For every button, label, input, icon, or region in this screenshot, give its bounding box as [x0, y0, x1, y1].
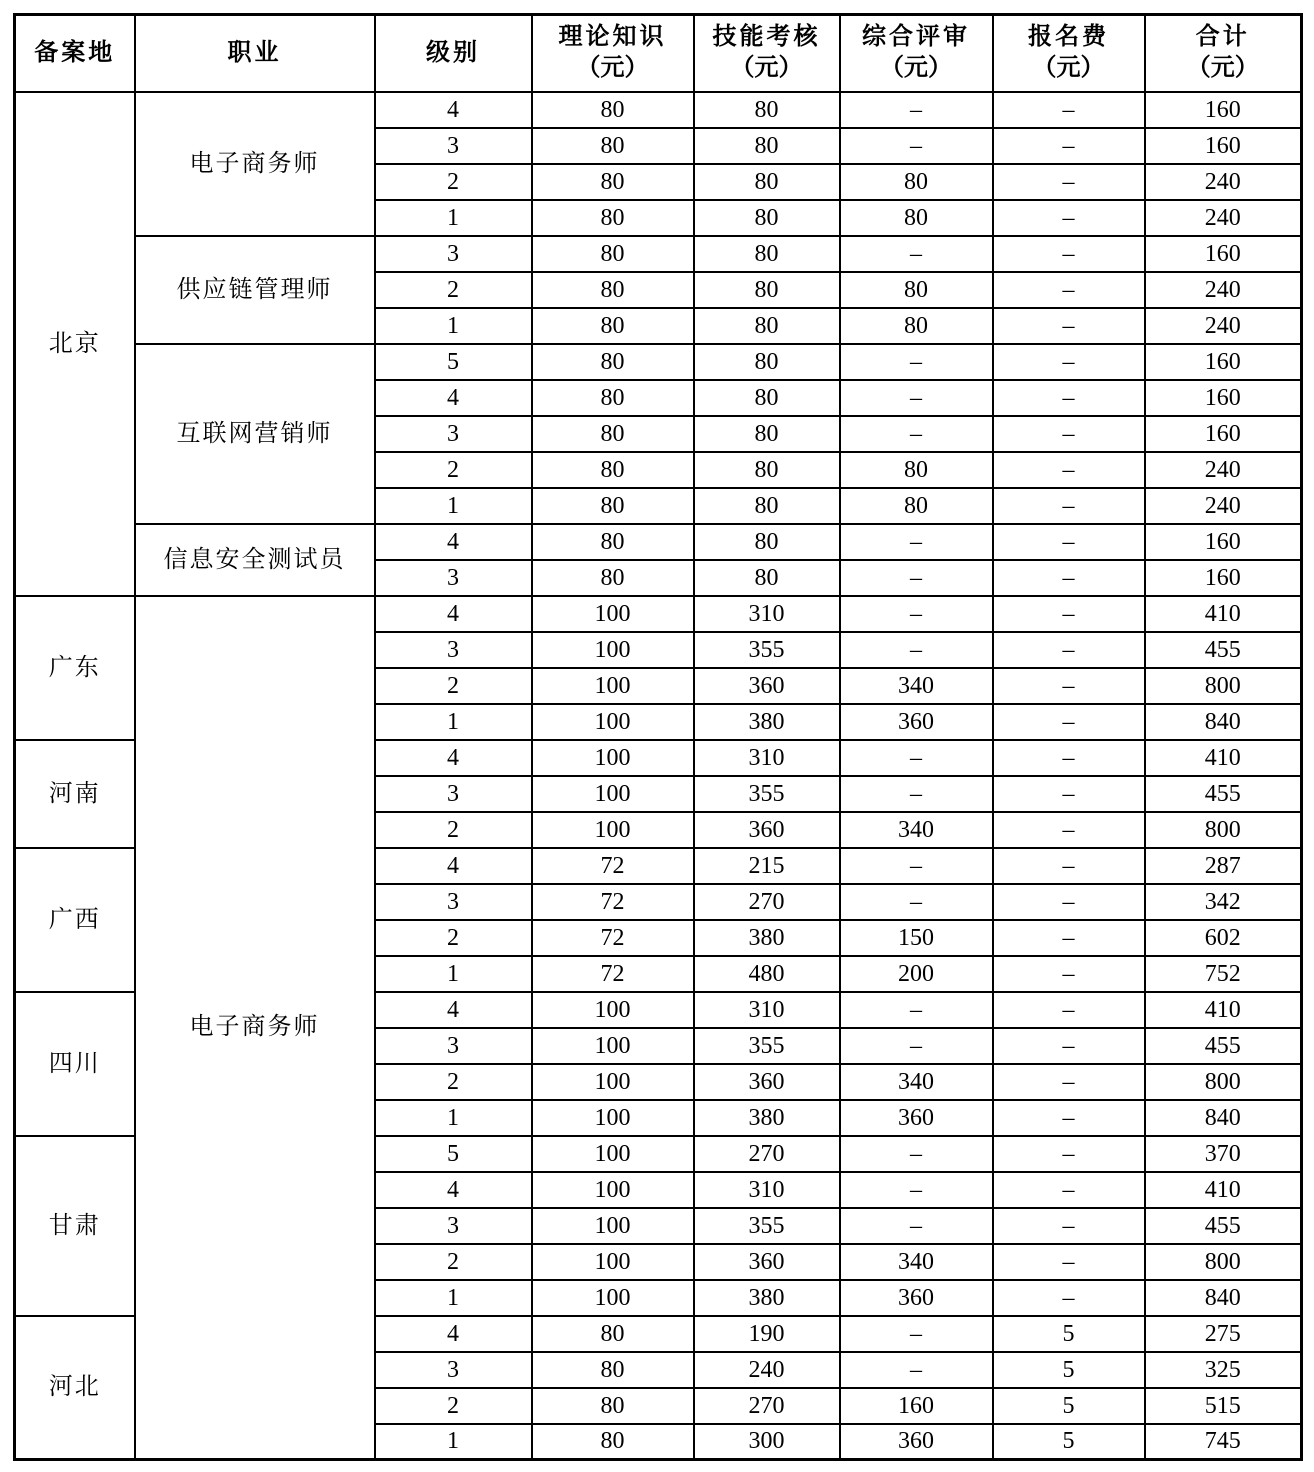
region-cell: 甘肃 [15, 1136, 135, 1316]
skill-fee-cell: 215 [694, 848, 840, 884]
registration-fee-cell: – [993, 956, 1145, 992]
registration-fee-cell: – [993, 560, 1145, 596]
theory-fee-cell: 80 [532, 128, 694, 164]
total-fee-cell: 160 [1145, 128, 1302, 164]
total-fee-cell: 160 [1145, 92, 1302, 128]
column-title: 综合评审 [862, 24, 970, 51]
skill-fee-cell: 80 [694, 308, 840, 344]
level-cell: 5 [375, 1136, 532, 1172]
region-cell: 广东 [15, 596, 135, 740]
table-row [15, 344, 1302, 380]
review-fee-cell: – [840, 1208, 993, 1244]
registration-fee-cell: – [993, 524, 1145, 560]
total-fee-cell: 160 [1145, 344, 1302, 380]
review-fee-cell: 80 [840, 452, 993, 488]
registration-fee-cell: – [993, 1208, 1145, 1244]
level-cell: 4 [375, 848, 532, 884]
theory-fee-cell: 100 [532, 632, 694, 668]
level-cell: 2 [375, 920, 532, 956]
column-header-review-fee [840, 15, 993, 92]
theory-fee-cell: 80 [532, 200, 694, 236]
column-unit: （元） [576, 55, 649, 82]
review-fee-cell: – [840, 1136, 993, 1172]
exam-fee-table [13, 13, 1303, 1461]
review-fee-cell: – [840, 416, 993, 452]
column-header-registration-fee [993, 15, 1145, 92]
review-fee-cell: – [840, 236, 993, 272]
column-title: 技能考核 [712, 24, 821, 51]
theory-fee-cell: 80 [532, 1352, 694, 1388]
total-fee-cell: 160 [1145, 560, 1302, 596]
skill-fee-cell: 80 [694, 524, 840, 560]
skill-fee-cell: 270 [694, 884, 840, 920]
theory-fee-cell: 100 [532, 1172, 694, 1208]
total-fee-cell: 840 [1145, 1100, 1302, 1136]
registration-fee-cell: – [993, 1136, 1145, 1172]
review-fee-cell: – [840, 884, 993, 920]
theory-fee-cell: 80 [532, 380, 694, 416]
total-fee-cell: 745 [1145, 1424, 1302, 1460]
review-fee-cell: 340 [840, 1244, 993, 1280]
skill-fee-cell: 270 [694, 1388, 840, 1424]
level-cell: 3 [375, 416, 532, 452]
total-fee-cell: 800 [1145, 812, 1302, 848]
theory-fee-cell: 80 [532, 308, 694, 344]
skill-fee-cell: 355 [694, 776, 840, 812]
column-unit: （元） [730, 55, 803, 82]
registration-fee-cell: 5 [993, 1316, 1145, 1352]
skill-fee-cell: 355 [694, 1028, 840, 1064]
skill-fee-cell: 80 [694, 128, 840, 164]
registration-fee-cell: – [993, 1172, 1145, 1208]
theory-fee-cell: 80 [532, 236, 694, 272]
level-cell: 2 [375, 668, 532, 704]
theory-fee-cell: 80 [532, 1388, 694, 1424]
occupation-cell: 供应链管理师 [135, 236, 375, 344]
level-cell: 4 [375, 1172, 532, 1208]
registration-fee-cell: – [993, 704, 1145, 740]
registration-fee-cell: – [993, 1244, 1145, 1280]
total-fee-cell: 240 [1145, 488, 1302, 524]
skill-fee-cell: 300 [694, 1424, 840, 1460]
review-fee-cell: 360 [840, 1280, 993, 1316]
theory-fee-cell: 100 [532, 776, 694, 812]
theory-fee-cell: 100 [532, 992, 694, 1028]
total-fee-cell: 800 [1145, 1064, 1302, 1100]
total-fee-cell: 410 [1145, 596, 1302, 632]
level-cell: 1 [375, 1280, 532, 1316]
registration-fee-cell: – [993, 92, 1145, 128]
level-cell: 3 [375, 776, 532, 812]
level-cell: 4 [375, 380, 532, 416]
region-cell: 四川 [15, 992, 135, 1136]
theory-fee-cell: 72 [532, 956, 694, 992]
skill-fee-cell: 80 [694, 272, 840, 308]
column-title: 级别 [426, 39, 480, 66]
theory-fee-cell: 100 [532, 1028, 694, 1064]
review-fee-cell: – [840, 128, 993, 164]
total-fee-cell: 410 [1145, 740, 1302, 776]
level-cell: 2 [375, 812, 532, 848]
review-fee-cell: – [840, 740, 993, 776]
registration-fee-cell: – [993, 272, 1145, 308]
skill-fee-cell: 360 [694, 1244, 840, 1280]
level-cell: 3 [375, 1352, 532, 1388]
theory-fee-cell: 72 [532, 920, 694, 956]
theory-fee-cell: 100 [532, 1136, 694, 1172]
total-fee-cell: 160 [1145, 416, 1302, 452]
level-cell: 2 [375, 1244, 532, 1280]
skill-fee-cell: 80 [694, 380, 840, 416]
total-fee-cell: 160 [1145, 236, 1302, 272]
registration-fee-cell: – [993, 452, 1145, 488]
skill-fee-cell: 80 [694, 200, 840, 236]
review-fee-cell: 80 [840, 272, 993, 308]
level-cell: 1 [375, 956, 532, 992]
total-fee-cell: 160 [1145, 380, 1302, 416]
theory-fee-cell: 100 [532, 740, 694, 776]
level-cell: 4 [375, 524, 532, 560]
column-unit: （元） [880, 55, 952, 82]
registration-fee-cell: – [993, 380, 1145, 416]
theory-fee-cell: 80 [532, 524, 694, 560]
occupation-cell: 互联网营销师 [135, 344, 375, 524]
registration-fee-cell: 5 [993, 1388, 1145, 1424]
table-row [15, 524, 1302, 560]
column-header-total-fee [1145, 15, 1302, 92]
review-fee-cell: 80 [840, 200, 993, 236]
registration-fee-cell: – [993, 992, 1145, 1028]
registration-fee-cell: – [993, 344, 1145, 380]
theory-fee-cell: 100 [532, 1280, 694, 1316]
total-fee-cell: 455 [1145, 1208, 1302, 1244]
registration-fee-cell: – [993, 164, 1145, 200]
theory-fee-cell: 80 [532, 272, 694, 308]
column-header-region [15, 15, 135, 92]
theory-fee-cell: 80 [532, 488, 694, 524]
region-cell: 北京 [15, 92, 135, 596]
review-fee-cell: – [840, 560, 993, 596]
level-cell: 2 [375, 164, 532, 200]
registration-fee-cell: – [993, 200, 1145, 236]
registration-fee-cell: 5 [993, 1352, 1145, 1388]
level-cell: 1 [375, 488, 532, 524]
review-fee-cell: – [840, 1316, 993, 1352]
total-fee-cell: 455 [1145, 1028, 1302, 1064]
level-cell: 4 [375, 740, 532, 776]
region-cell: 广西 [15, 848, 135, 992]
review-fee-cell: 340 [840, 668, 993, 704]
review-fee-cell: – [840, 1172, 993, 1208]
theory-fee-cell: 100 [532, 1064, 694, 1100]
registration-fee-cell: – [993, 776, 1145, 812]
theory-fee-cell: 80 [532, 164, 694, 200]
occupation-cell: 信息安全测试员 [135, 524, 375, 596]
region-cell: 河南 [15, 740, 135, 848]
review-fee-cell: – [840, 632, 993, 668]
review-fee-cell: 80 [840, 164, 993, 200]
column-header-skill-fee [694, 15, 840, 92]
level-cell: 3 [375, 884, 532, 920]
skill-fee-cell: 380 [694, 1280, 840, 1316]
skill-fee-cell: 360 [694, 812, 840, 848]
level-cell: 3 [375, 128, 532, 164]
registration-fee-cell: – [993, 236, 1145, 272]
total-fee-cell: 275 [1145, 1316, 1302, 1352]
total-fee-cell: 410 [1145, 992, 1302, 1028]
review-fee-cell: – [840, 776, 993, 812]
level-cell: 4 [375, 596, 532, 632]
skill-fee-cell: 355 [694, 1208, 840, 1244]
skill-fee-cell: 80 [694, 92, 840, 128]
registration-fee-cell: – [993, 1028, 1145, 1064]
column-unit: （元） [1186, 55, 1259, 82]
total-fee-cell: 410 [1145, 1172, 1302, 1208]
column-title: 合计 [1195, 24, 1250, 51]
review-fee-cell: 340 [840, 1064, 993, 1100]
registration-fee-cell: – [993, 884, 1145, 920]
total-fee-cell: 240 [1145, 308, 1302, 344]
registration-fee-cell: – [993, 812, 1145, 848]
level-cell: 4 [375, 1316, 532, 1352]
column-header-theory-fee [532, 15, 694, 92]
review-fee-cell: 160 [840, 1388, 993, 1424]
theory-fee-cell: 100 [532, 1208, 694, 1244]
skill-fee-cell: 240 [694, 1352, 840, 1388]
registration-fee-cell: – [993, 308, 1145, 344]
total-fee-cell: 287 [1145, 848, 1302, 884]
review-fee-cell: – [840, 380, 993, 416]
skill-fee-cell: 190 [694, 1316, 840, 1352]
column-unit: （元） [1032, 55, 1105, 82]
theory-fee-cell: 100 [532, 704, 694, 740]
registration-fee-cell: – [993, 668, 1145, 704]
registration-fee-cell: – [993, 596, 1145, 632]
skill-fee-cell: 80 [694, 236, 840, 272]
theory-fee-cell: 80 [532, 1316, 694, 1352]
table-row [15, 596, 1302, 632]
column-title: 职业 [227, 39, 282, 66]
registration-fee-cell: – [993, 488, 1145, 524]
total-fee-cell: 602 [1145, 920, 1302, 956]
table-row [15, 236, 1302, 272]
level-cell: 3 [375, 1028, 532, 1064]
total-fee-cell: 325 [1145, 1352, 1302, 1388]
skill-fee-cell: 380 [694, 920, 840, 956]
theory-fee-cell: 100 [532, 668, 694, 704]
registration-fee-cell: – [993, 416, 1145, 452]
total-fee-cell: 515 [1145, 1388, 1302, 1424]
theory-fee-cell: 100 [532, 1244, 694, 1280]
registration-fee-cell: – [993, 1064, 1145, 1100]
header-row [15, 15, 1302, 92]
skill-fee-cell: 80 [694, 488, 840, 524]
registration-fee-cell: – [993, 740, 1145, 776]
level-cell: 1 [375, 200, 532, 236]
total-fee-cell: 240 [1145, 272, 1302, 308]
level-cell: 4 [375, 92, 532, 128]
skill-fee-cell: 310 [694, 1172, 840, 1208]
theory-fee-cell: 100 [532, 1100, 694, 1136]
total-fee-cell: 240 [1145, 200, 1302, 236]
skill-fee-cell: 480 [694, 956, 840, 992]
column-title: 理论知识 [558, 24, 667, 51]
total-fee-cell: 840 [1145, 704, 1302, 740]
review-fee-cell: – [840, 92, 993, 128]
review-fee-cell: 340 [840, 812, 993, 848]
total-fee-cell: 455 [1145, 776, 1302, 812]
total-fee-cell: 370 [1145, 1136, 1302, 1172]
level-cell: 2 [375, 1064, 532, 1100]
registration-fee-cell: – [993, 128, 1145, 164]
occupation-cell: 电子商务师 [135, 596, 375, 1460]
review-fee-cell: 360 [840, 1424, 993, 1460]
skill-fee-cell: 80 [694, 416, 840, 452]
column-header-level [375, 15, 532, 92]
theory-fee-cell: 80 [532, 92, 694, 128]
skill-fee-cell: 80 [694, 344, 840, 380]
total-fee-cell: 840 [1145, 1280, 1302, 1316]
level-cell: 2 [375, 272, 532, 308]
review-fee-cell: 360 [840, 1100, 993, 1136]
skill-fee-cell: 310 [694, 740, 840, 776]
review-fee-cell: – [840, 848, 993, 884]
theory-fee-cell: 100 [532, 596, 694, 632]
level-cell: 1 [375, 308, 532, 344]
review-fee-cell: 150 [840, 920, 993, 956]
level-cell: 2 [375, 452, 532, 488]
level-cell: 3 [375, 632, 532, 668]
review-fee-cell: – [840, 1352, 993, 1388]
skill-fee-cell: 380 [694, 1100, 840, 1136]
skill-fee-cell: 310 [694, 596, 840, 632]
column-title: 报名费 [1028, 24, 1109, 51]
theory-fee-cell: 80 [532, 560, 694, 596]
review-fee-cell: – [840, 1028, 993, 1064]
registration-fee-cell: 5 [993, 1424, 1145, 1460]
skill-fee-cell: 80 [694, 452, 840, 488]
skill-fee-cell: 360 [694, 1064, 840, 1100]
theory-fee-cell: 72 [532, 884, 694, 920]
theory-fee-cell: 80 [532, 344, 694, 380]
review-fee-cell: – [840, 596, 993, 632]
total-fee-cell: 342 [1145, 884, 1302, 920]
theory-fee-cell: 80 [532, 1424, 694, 1460]
region-cell: 河北 [15, 1316, 135, 1460]
level-cell: 1 [375, 1424, 532, 1460]
fee-table-body [15, 92, 1302, 1460]
review-fee-cell: – [840, 992, 993, 1028]
review-fee-cell: – [840, 524, 993, 560]
total-fee-cell: 455 [1145, 632, 1302, 668]
total-fee-cell: 752 [1145, 956, 1302, 992]
theory-fee-cell: 72 [532, 848, 694, 884]
level-cell: 3 [375, 560, 532, 596]
total-fee-cell: 800 [1145, 1244, 1302, 1280]
column-header-occupation [135, 15, 375, 92]
total-fee-cell: 240 [1145, 164, 1302, 200]
review-fee-cell: 360 [840, 704, 993, 740]
registration-fee-cell: – [993, 920, 1145, 956]
skill-fee-cell: 355 [694, 632, 840, 668]
skill-fee-cell: 80 [694, 560, 840, 596]
review-fee-cell: – [840, 344, 993, 380]
total-fee-cell: 160 [1145, 524, 1302, 560]
level-cell: 4 [375, 992, 532, 1028]
registration-fee-cell: – [993, 848, 1145, 884]
column-title: 备案地 [34, 39, 116, 66]
level-cell: 1 [375, 1100, 532, 1136]
table-row [15, 92, 1302, 128]
theory-fee-cell: 100 [532, 812, 694, 848]
level-cell: 3 [375, 236, 532, 272]
table-header [15, 15, 1302, 92]
review-fee-cell: 80 [840, 308, 993, 344]
skill-fee-cell: 80 [694, 164, 840, 200]
level-cell: 3 [375, 1208, 532, 1244]
registration-fee-cell: – [993, 1280, 1145, 1316]
skill-fee-cell: 380 [694, 704, 840, 740]
registration-fee-cell: – [993, 1100, 1145, 1136]
level-cell: 2 [375, 1388, 532, 1424]
review-fee-cell: 80 [840, 488, 993, 524]
review-fee-cell: 200 [840, 956, 993, 992]
registration-fee-cell: – [993, 632, 1145, 668]
total-fee-cell: 240 [1145, 452, 1302, 488]
level-cell: 5 [375, 344, 532, 380]
skill-fee-cell: 270 [694, 1136, 840, 1172]
theory-fee-cell: 80 [532, 452, 694, 488]
level-cell: 1 [375, 704, 532, 740]
skill-fee-cell: 310 [694, 992, 840, 1028]
occupation-cell: 电子商务师 [135, 92, 375, 236]
total-fee-cell: 800 [1145, 668, 1302, 704]
theory-fee-cell: 80 [532, 416, 694, 452]
skill-fee-cell: 360 [694, 668, 840, 704]
